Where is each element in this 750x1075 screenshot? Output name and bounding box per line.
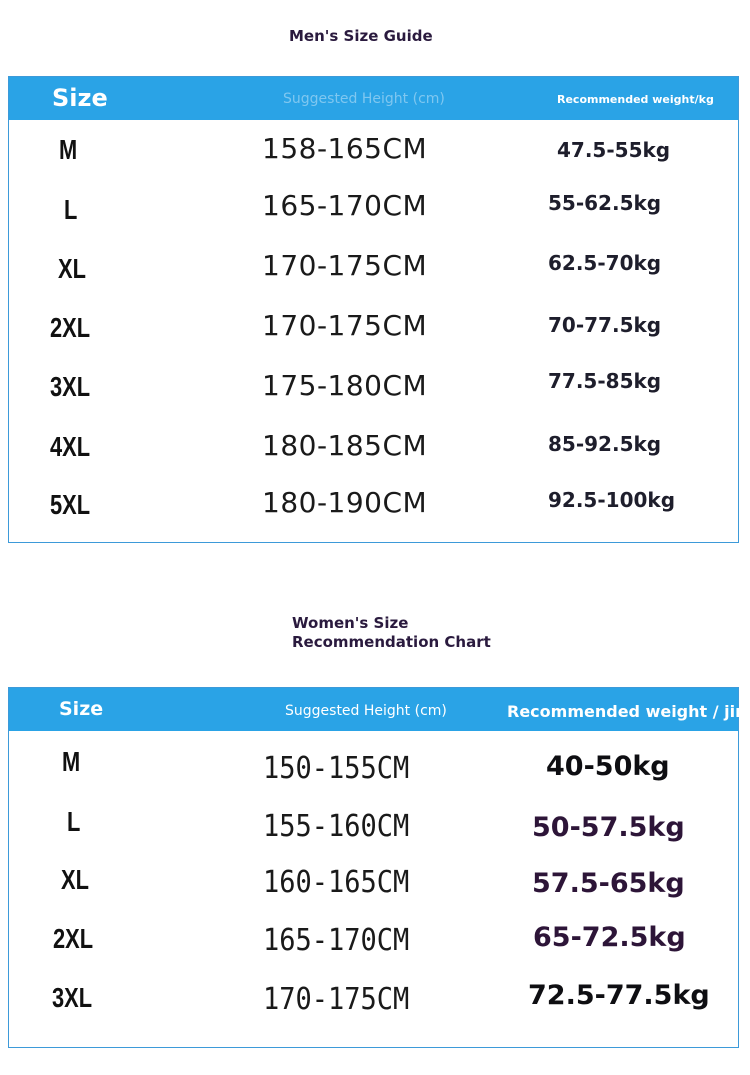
height-cell: 165-170CM [262, 189, 428, 222]
men-table-header [9, 77, 738, 120]
size-cell: M [62, 746, 81, 777]
men-header-weight: Recommended weight/kg [557, 93, 714, 106]
height-cell: 175-180CM [262, 369, 428, 402]
women-header-size: Size [59, 698, 104, 720]
weight-cell: 85-92.5kg [548, 432, 662, 456]
men-size-guide-title: Men's Size Guide [289, 27, 433, 45]
size-cell: L [67, 806, 81, 837]
women-size-table [8, 687, 747, 1048]
weight-cell: 92.5-100kg [548, 488, 676, 512]
weight-cell: 57.5-65kg [532, 868, 685, 899]
height-cell: 170-175CM [262, 309, 428, 342]
height-cell: 180-185CM [262, 429, 428, 462]
women-header-weight: Recommended weight / jin [507, 702, 747, 721]
weight-cell: 72.5-77.5kg [528, 980, 710, 1011]
height-cell: 150-155CM [263, 751, 410, 786]
women-table-header [9, 688, 747, 731]
weight-cell: 65-72.5kg [533, 922, 686, 953]
weight-cell: 47.5-55kg [557, 138, 671, 162]
women-header-height: Suggested Height (cm) [285, 703, 447, 719]
size-cell: 5XL [50, 489, 91, 520]
size-cell: 4XL [50, 431, 91, 462]
size-cell: XL [61, 864, 89, 895]
weight-cell: 55-62.5kg [548, 191, 662, 215]
height-cell: 170-175CM [262, 249, 428, 282]
weight-cell: 70-77.5kg [548, 313, 662, 337]
size-cell: XL [58, 253, 86, 284]
height-cell: 170-175CM [263, 982, 410, 1017]
women-size-chart-title: Women's Size Recommendation Chart [292, 614, 491, 651]
size-cell: 3XL [52, 982, 93, 1013]
height-cell: 158-165CM [262, 132, 428, 165]
weight-cell: 62.5-70kg [548, 251, 662, 275]
men-size-table [8, 76, 739, 543]
weight-cell: 40-50kg [546, 751, 670, 782]
size-cell: 2XL [53, 923, 94, 954]
height-cell: 155-160CM [263, 809, 410, 844]
size-cell: L [64, 194, 78, 225]
size-cell: 3XL [50, 371, 91, 402]
size-cell: M [59, 134, 78, 165]
height-cell: 160-165CM [263, 865, 410, 900]
men-header-size: Size [52, 84, 108, 112]
height-cell: 180-190CM [262, 486, 428, 519]
weight-cell: 77.5-85kg [548, 369, 662, 393]
weight-cell: 50-57.5kg [532, 812, 685, 843]
height-cell: 165-170CM [263, 923, 410, 958]
size-cell: 2XL [50, 312, 91, 343]
men-header-height: Suggested Height (cm) [283, 91, 445, 107]
